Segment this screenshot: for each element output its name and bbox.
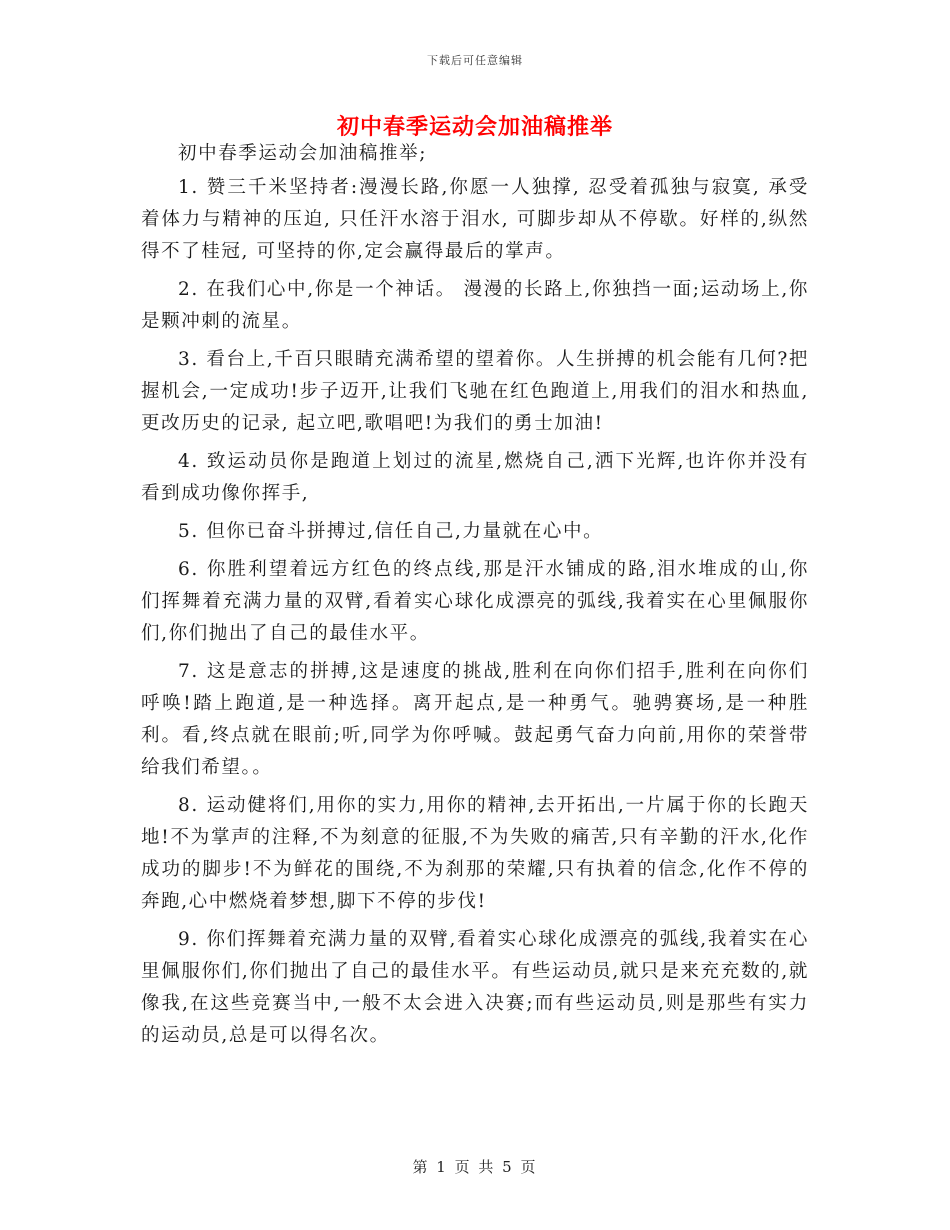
paragraph-8: 8. 运动健将们,用你的实力,用你的精神,去开拓出,一片属于你的长跑天地!不为掌声的注释,不为刻意的征服,不为失败的痛苦,只有辛勤的汗水,化作成功的脚步!不为鲜花的围绕,不为刹那的荣耀,只有执着的信念,化作不停的奔跑,心中燃烧着梦想,脚下不停的步伐!: [141, 795, 809, 912]
paragraph-4: 4. 致运动员你是跑道上划过的流星,燃烧自己,洒下光辉,也许你并没有看到成功像你挥手,: [141, 451, 809, 504]
page-number-footer: 第 1 页 共 5 页: [412, 1158, 538, 1176]
paragraph-2: 2. 在我们心中,你是一个神话。 漫漫的长路上,你独挡一面;运动场上,你是颗冲刺的流星。: [141, 279, 809, 332]
paragraph-6: 6. 你胜利望着远方红色的终点线,那是汗水铺成的路,泪水堆成的山,你们挥舞着充满力量的双臂,看着实心球化成漂亮的弧线,我着实在心里佩服你们,你们抛出了自己的最佳水平。: [141, 559, 809, 644]
document-title: 初中春季运动会加油稿推举: [336, 114, 613, 140]
paragraph-9: 9. 你们挥舞着充满力量的双臂,看着实心球化成漂亮的弧线,我着实在心里佩服你们,你们抛出了自己的最佳水平。有些运动员,就只是来充充数的,就像我,在这些竞赛当中,一般不太会进入决赛;而有些运动员,则是那些有实力的运动员,总是可以得名次。: [141, 929, 809, 1046]
paragraph-3: 3. 看台上,千百只眼睛充满希望的望着你。人生拼搏的机会能有几何?把握机会,一定成功!步子迈开,让我们飞驰在红色跑道上,用我们的泪水和热血, 更改历史的记录, 起立吧,歌唱吧!为我们的勇士加油!: [141, 349, 809, 434]
document-body: [141, 138, 809, 1058]
intro-paragraph: 初中春季运动会加油稿推举;: [178, 143, 428, 164]
paragraph-1: 1. 赞三千米坚持者:漫漫长路,你愿一人独撑, 忍受着孤独与寂寞, 承受着体力与精神的压迫, 只任汗水溶于泪水, 可脚步却从不停歇。好样的,纵然得不了桂冠, 可坚持的你,定会赢得最后的掌声。: [141, 177, 809, 262]
paragraph-7: 7. 这是意志的拼搏,这是速度的挑战,胜利在向你们招手,胜利在向你们呼唤!踏上跑道,是一种选择。离开起点,是一种勇气。驰骋赛场,是一种胜利。看,终点就在眼前;听,同学为你呼喊。鼓起勇气奋力向前,用你的荣誉带给我们希望。。: [141, 661, 809, 778]
header-note: 下载后可任意编辑: [427, 54, 523, 67]
paragraph-5: 5. 但你已奋斗拼搏过,信任自己,力量就在心中。: [178, 521, 604, 542]
